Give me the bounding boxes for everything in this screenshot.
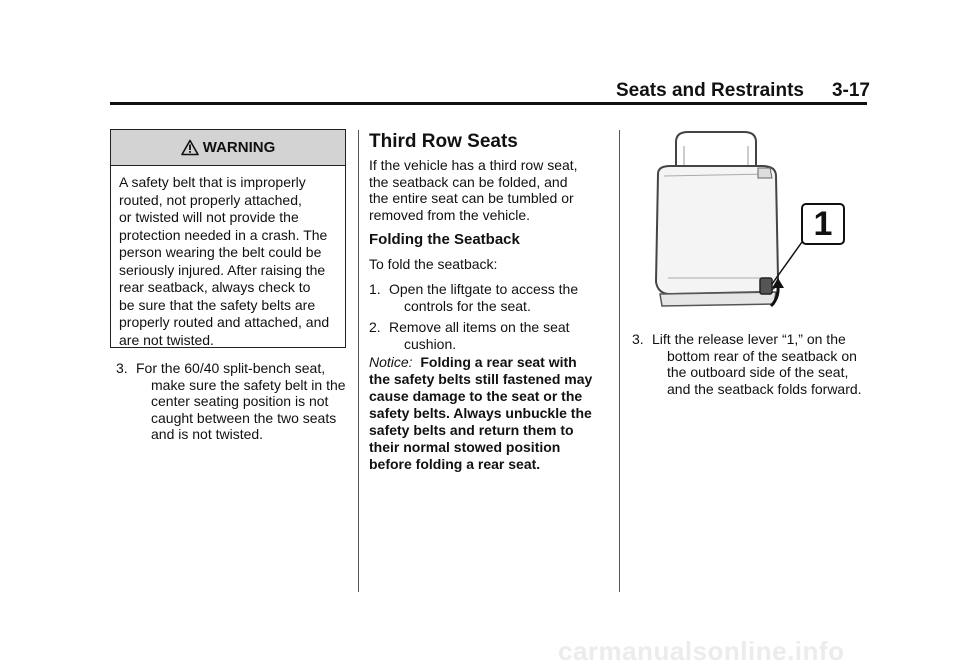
step-line: Remove all items on the seat	[389, 319, 570, 335]
step-number: 3.	[116, 360, 128, 376]
intro-line: the seatback can be folded, and	[369, 173, 568, 190]
page-header	[612, 80, 874, 104]
intro-line: removed from the vehicle.	[369, 206, 531, 223]
section-heading: Third Row Seats	[369, 131, 518, 152]
watermark: carmanualsonline.info	[558, 636, 845, 666]
step-line: the outboard side of the seat,	[667, 364, 849, 380]
warning-header	[111, 130, 345, 166]
notice-line: Folding a rear seat with	[420, 354, 577, 370]
step-number: 1.	[369, 281, 381, 297]
step-2	[369, 319, 599, 352]
subsection-heading: Folding the Seatback	[369, 231, 520, 248]
step-line: and is not twisted.	[151, 426, 264, 442]
warning-line: properly routed and attached, and	[119, 314, 330, 330]
warning-text	[111, 166, 345, 349]
warning-line: person wearing the belt could be	[119, 244, 322, 260]
warning-line: or twisted will not provide the	[119, 209, 299, 225]
warning-line: routed, not properly attached,	[119, 191, 302, 208]
warning-triangle-icon	[181, 139, 199, 156]
step-1	[369, 281, 599, 314]
column-divider	[358, 130, 359, 592]
notice-line: their normal stowed position	[369, 439, 561, 455]
notice-paragraph	[369, 354, 609, 473]
step-line: and the seatback folds forward.	[667, 380, 862, 397]
lead-text: To fold the seatback:	[369, 256, 498, 272]
step-3-left	[116, 360, 346, 443]
step-line: controls for the seat.	[404, 297, 531, 314]
notice-line: the safety belts still fastened may	[369, 371, 593, 387]
warning-line: rear seatback, always check to	[119, 279, 311, 295]
step-3-right	[632, 331, 872, 397]
notice-line: before folding a rear seat.	[369, 456, 541, 472]
warning-title: WARNING	[202, 139, 276, 156]
step-line: Open the liftgate to access the	[389, 281, 579, 297]
column-divider	[619, 130, 620, 592]
notice-line: cause damage to the seat or the	[369, 388, 583, 404]
warning-line: seriously injured. After raising the	[119, 261, 326, 278]
warning-line: be sure that the safety belts are	[119, 296, 316, 313]
section-title: Seats and Restraints	[616, 80, 804, 101]
step-line: bottom rear of the seatback on	[667, 347, 857, 364]
step-line: make sure the safety belt in the	[151, 376, 346, 393]
release-lever	[760, 278, 772, 294]
intro-paragraph	[369, 157, 578, 223]
warning-line: protection needed in a crash. The	[119, 226, 328, 243]
notice-label: Notice:	[369, 354, 413, 370]
warning-box	[110, 129, 346, 348]
warning-line: A safety belt that is improperly	[119, 174, 306, 190]
callout-number: 1	[813, 205, 833, 243]
header-rule	[110, 102, 867, 105]
step-line: cushion.	[404, 335, 457, 352]
step-line: For the 60/40 split-bench seat,	[136, 360, 326, 376]
notice-line: safety belts and return them to	[369, 422, 574, 438]
intro-line: the entire seat can be tumbled or	[369, 190, 574, 206]
intro-line: If the vehicle has a third row seat,	[369, 157, 578, 173]
page-number: 3-17	[831, 80, 870, 101]
step-line: caught between the two seats	[151, 409, 337, 426]
step-number: 3.	[632, 331, 644, 347]
step-line: center seating position is not	[151, 393, 329, 409]
warning-line: are not twisted.	[119, 331, 214, 348]
step-number: 2.	[369, 319, 381, 335]
notice-line: safety belts. Always unbuckle the	[369, 405, 592, 421]
step-line: Lift the release lever “1,” on the	[652, 331, 846, 347]
